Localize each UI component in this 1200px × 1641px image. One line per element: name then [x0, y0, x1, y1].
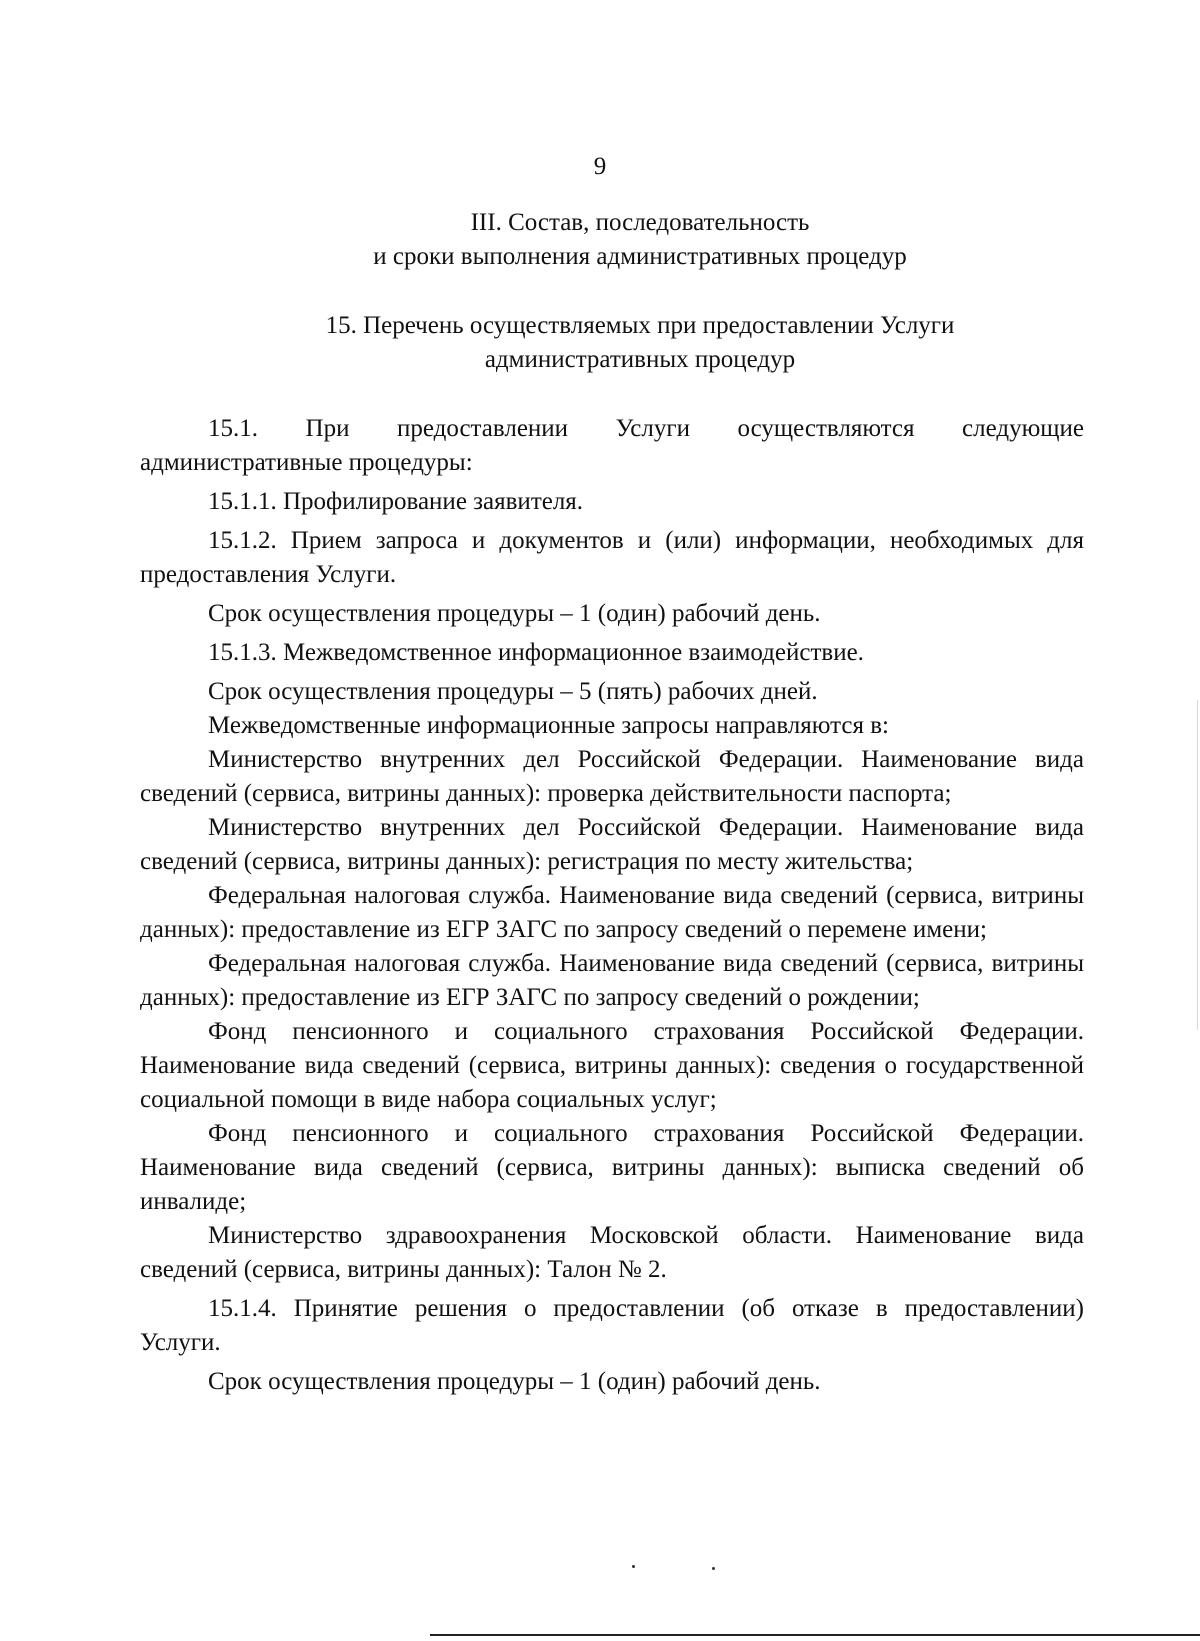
subsection-heading-line-2: административных процедур	[484, 346, 796, 373]
subsection-heading	[140, 309, 1140, 377]
paragraph-term-3: Срок осуществления процедуры – 1 (один) рабочий день.	[208, 1368, 821, 1395]
scan-edge-line	[1197, 700, 1198, 1030]
paragraph-request-sfr-social-aid: Фонд пенсионного и социального страхования Российской Федерации. Наименование вида сведений (сервиса, витрины данных): сведения о государственной социальной помощи в виде набора социальных услуг;	[140, 1018, 1084, 1113]
section-heading-line-1: III. Состав, последовательность	[470, 209, 810, 236]
subsection-heading-line-1: 15. Перечень осуществляемых при предоставлении Услуги	[325, 312, 955, 339]
scan-speck	[632, 1565, 635, 1568]
paragraph-15-1-1: 15.1.1. Профилирование заявителя.	[208, 488, 584, 515]
paragraph-term-2: Срок осуществления процедуры – 5 (пять) рабочих дней.	[208, 678, 818, 705]
section-heading-line-2: и сроки выполнения административных процедур	[373, 243, 907, 270]
page-number: 9	[593, 153, 607, 180]
paragraph-request-minzdrav: Министерство здравоохранения Московской области. Наименование вида сведений (сервиса, витрины данных): Талон № 2.	[140, 1222, 1084, 1283]
paragraph-request-sfr-disability: Фонд пенсионного и социального страхования Российской Федерации. Наименование вида сведений (сервиса, витрины данных): выписка сведений об инвалиде;	[140, 1120, 1084, 1215]
section-heading	[140, 206, 1140, 274]
paragraph-15-1-4: 15.1.4. Принятие решения о предоставлении (об отказе в предоставлении) Услуги.	[140, 1295, 1084, 1356]
paragraph-15-1-3: 15.1.3. Межведомственное информационное взаимодействие.	[208, 639, 864, 666]
paragraph-request-mvd-registration: Министерство внутренних дел Российской Федерации. Наименование вида сведений (сервиса, витрины данных): регистрация по месту жительства;	[140, 814, 1084, 875]
paragraph-request-mvd-passport: Министерство внутренних дел Российской Федерации. Наименование вида сведений (сервиса, витрины данных): проверка действительности паспорта;	[140, 746, 1084, 807]
paragraph-request-fns-name-change: Федеральная налоговая служба. Наименование вида сведений (сервиса, витрины данных): предоставление из ЕГР ЗАГС по запросу сведений о перемене имени;	[140, 882, 1084, 943]
document-body	[140, 412, 1084, 1404]
paragraph-request-fns-birth: Федеральная налоговая служба. Наименование вида сведений (сервиса, витрины данных): предоставление из ЕГР ЗАГС по запросу сведений о рождении;	[140, 950, 1084, 1011]
paragraph-requests-intro: Межведомственные информационные запросы направляются в:	[208, 712, 889, 739]
paragraph-15-1: 15.1. При предоставлении Услуги осуществляются следующие административные процедуры:	[140, 415, 1084, 476]
paragraph-15-1-2: 15.1.2. Прием запроса и документов и (или) информации, необходимых для предоставления Услуги.	[140, 527, 1084, 588]
paragraph-term-1: Срок осуществления процедуры – 1 (один) рабочий день.	[208, 600, 821, 627]
scan-speck	[712, 1567, 715, 1570]
page-bottom-rule	[430, 1634, 1200, 1636]
